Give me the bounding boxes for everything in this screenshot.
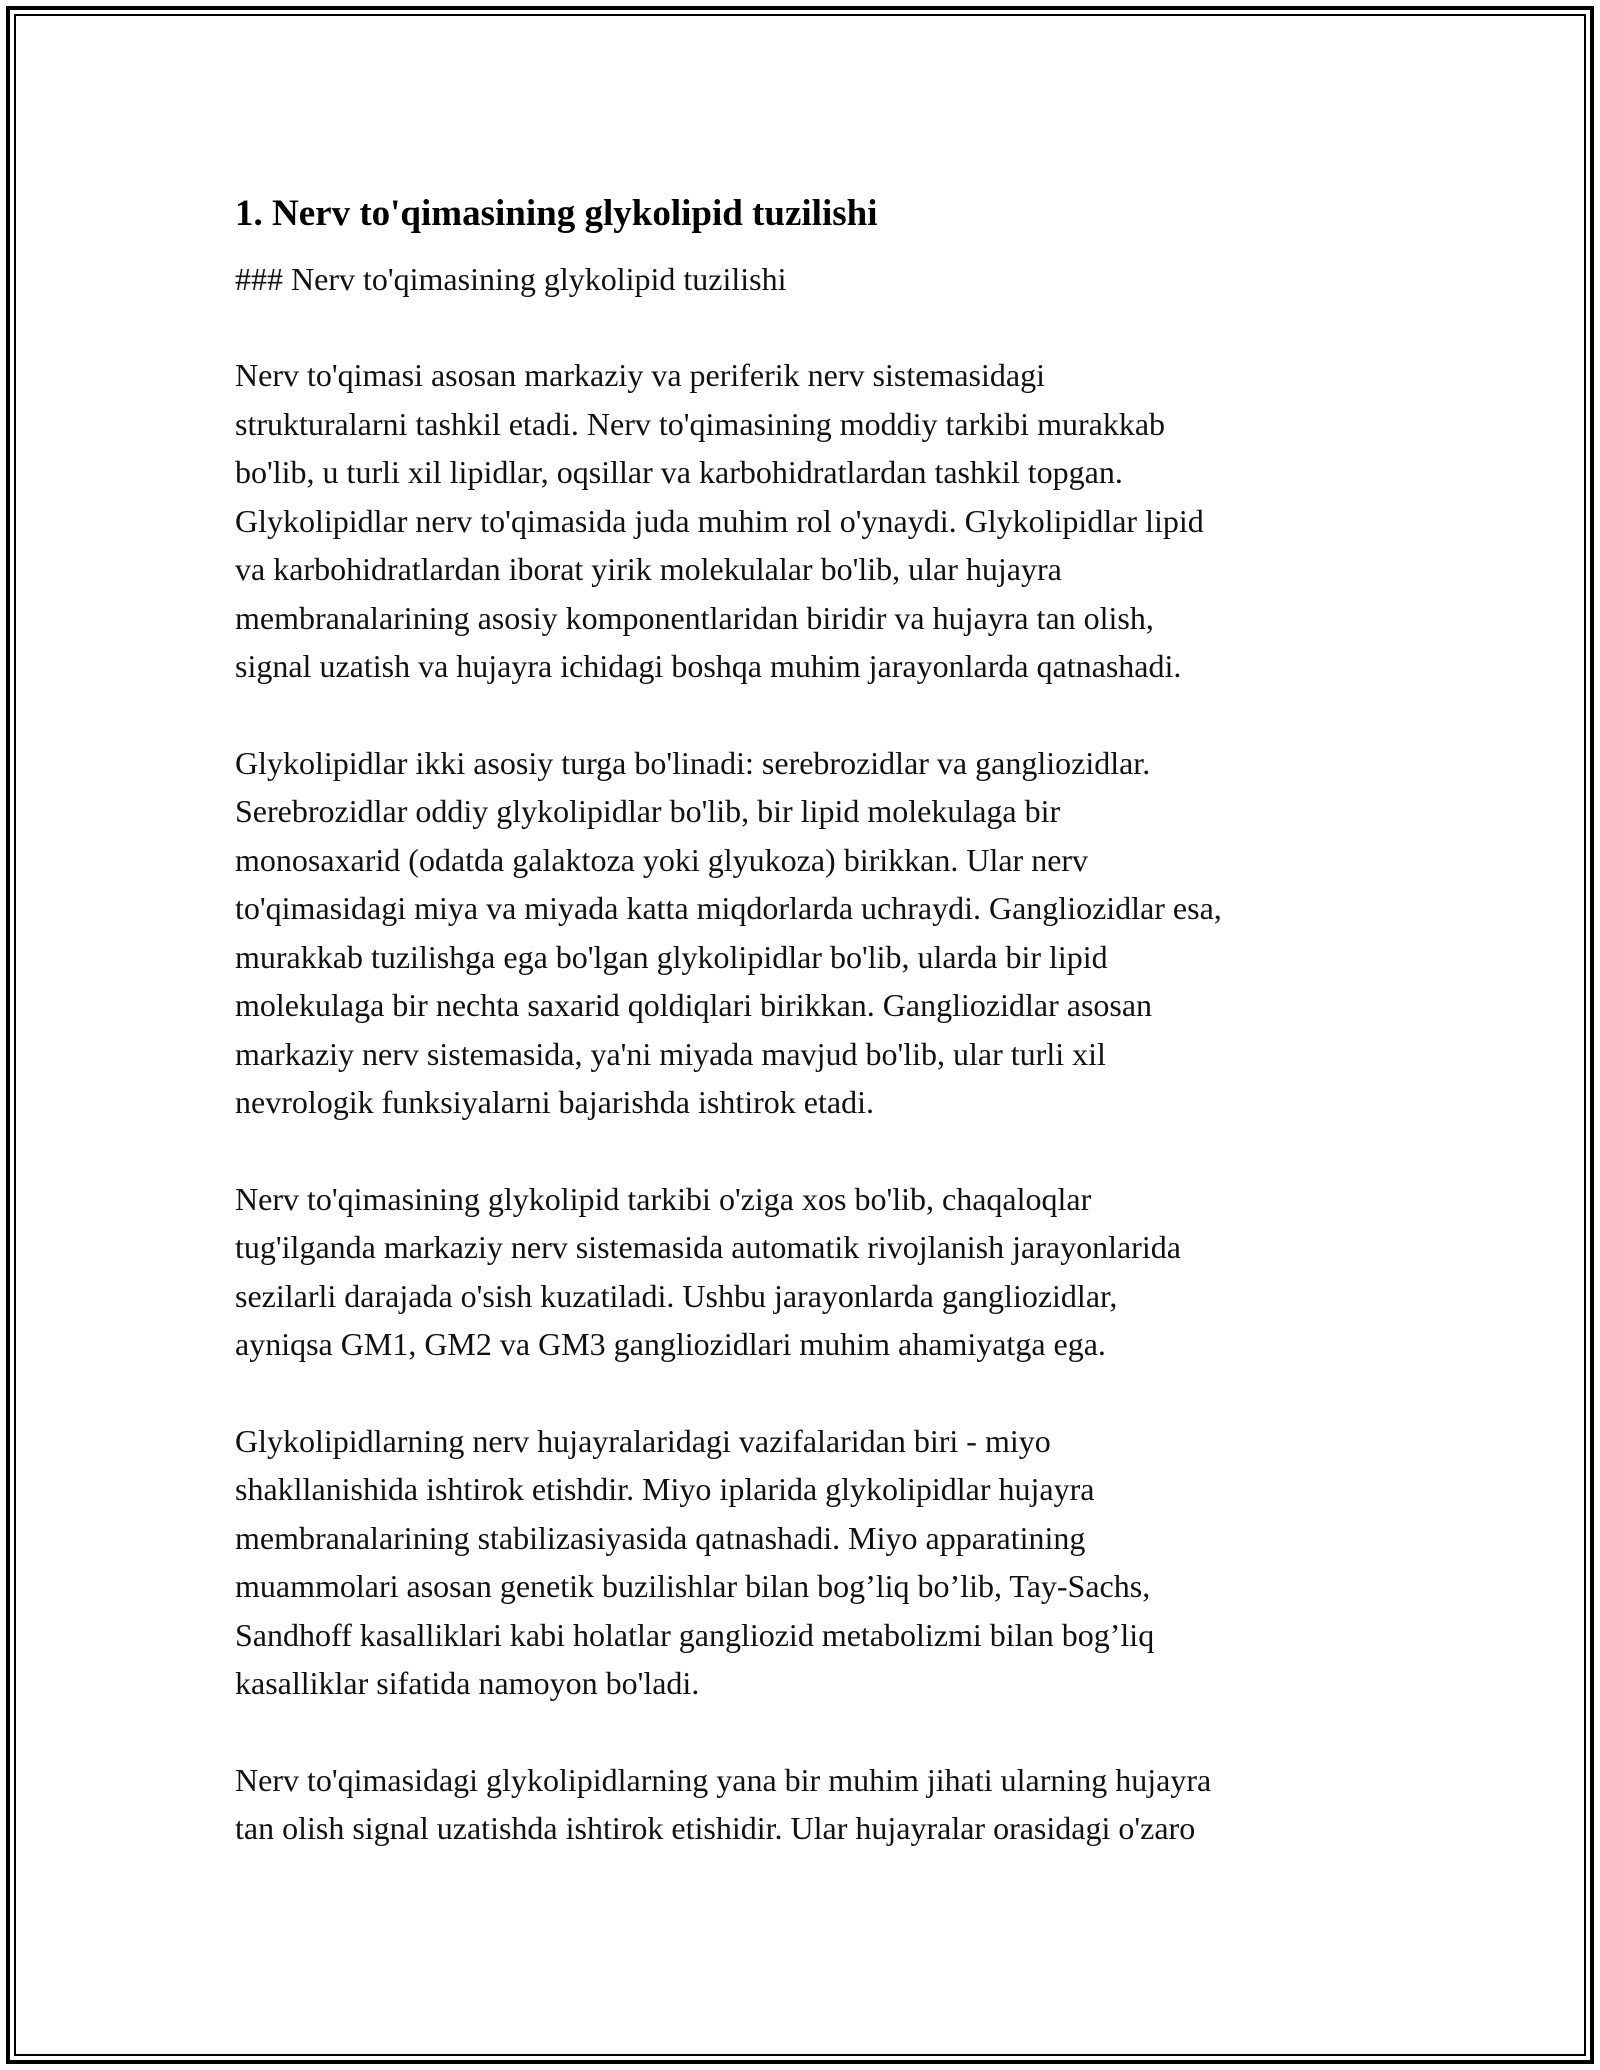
text-line: signal uzatish va hujayra ichidagi boshqa muhim jarayonlarda qatnashadi.: [235, 648, 1182, 684]
markdown-subheading: ### Nerv to'qimasining glykolipid tuzilishi: [235, 261, 787, 297]
text-line: bo'lib, u turli xil lipidlar, oqsillar va karbohidratlardan tashkil topgan.: [235, 454, 1123, 490]
text-line: monosaxarid (odatda galaktoza yoki glyukoza) birikkan. Ular nerv: [235, 841, 1089, 878]
document-body: [235, 186, 1395, 1853]
paragraph-1: [235, 351, 1395, 691]
text-line: Nerv to'qimasidagi glykolipidlarning yana bir muhim jihati ularning hujayra: [235, 1761, 1212, 1798]
text-line: tan olish signal uzatishda ishtirok etishidir. Ular hujayralar orasidagi o'zaro: [235, 1810, 1196, 1846]
text-line: strukturalarni tashkil etadi. Nerv to'qimasining moddiy tarkibi murakkab: [235, 405, 1166, 442]
paragraph-2: [235, 739, 1395, 1127]
text-line: Serebrozidlar oddiy glykolipidlar bo'lib, bir lipid molekulaga bir: [235, 793, 1061, 829]
text-line: Glykolipidlar ikki asosiy turga bo'linadi: serebrozidlar va gangliozidlar.: [235, 744, 1151, 781]
text-line: membranalarining asosiy komponentlaridan biridir va hujayra tan olish,: [235, 599, 1154, 636]
text-line: kasalliklar sifatida namoyon bo'ladi.: [235, 1665, 700, 1701]
paragraph-5: [235, 1756, 1395, 1853]
text-line: markaziy nerv sistemasida, ya'ni miyada mavjud bo'lib, ular turli xil: [235, 1035, 1106, 1072]
text-line: nevrologik funksiyalarni bajarishda ishtirok etadi.: [235, 1084, 874, 1120]
paragraph-4: [235, 1417, 1395, 1708]
text-line: muammolari asosan genetik buzilishlar bilan bog’liq bo’lib, Tay-Sachs,: [235, 1568, 1151, 1604]
text-line: Glykolipidlarning nerv hujayralaridagi vazifalaridan biri - miyo: [235, 1422, 1051, 1459]
text-line: shakllanishida ishtirok etishdir. Miyo iplarida glykolipidlar hujayra: [235, 1471, 1095, 1507]
text-line: ayniqsa GM1, GM2 va GM3 gangliozidlari muhim ahamiyatga ega.: [235, 1326, 1106, 1362]
document-title: 1. Nerv to'qimasining glykolipid tuzilishi: [235, 193, 878, 234]
text-line: Nerv to'qimasi asosan markaziy va periferik nerv sistemasidagi: [235, 357, 1045, 393]
text-line: Glykolipidlar nerv to'qimasida juda muhim rol o'ynaydi. Glykolipidlar lipid: [235, 502, 1204, 539]
text-line: molekulaga bir nechta saxarid qoldiqlari birikkan. Gangliozidlar asosan: [235, 987, 1153, 1023]
text-line: membranalarining stabilizasiyasida qatnashadi. Miyo apparatining: [235, 1519, 1086, 1556]
text-line: Sandhoff kasalliklari kabi holatlar gangliozid metabolizmi bilan bog’liq: [235, 1616, 1155, 1653]
text-line: va karbohidratlardan iborat yirik molekulalar bo'lib, ular hujayra: [235, 551, 1062, 587]
paragraph-3: [235, 1175, 1395, 1369]
text-line: murakkab tuzilishga ega bo'lgan glykolipidlar bo'lib, ularda bir lipid: [235, 938, 1108, 975]
text-line: sezilarli darajada o'sish kuzatiladi. Ushbu jarayonlarda gangliozidlar,: [235, 1277, 1118, 1314]
text-line: Nerv to'qimasining glykolipid tarkibi o'ziga xos bo'lib, chaqaloqlar: [235, 1180, 1092, 1217]
text-line: to'qimasidagi miya va miyada katta miqdorlarda uchraydi. Gangliozidlar esa,: [235, 890, 1222, 926]
text-line: tug'ilganda markaziy nerv sistemasida automatik rivojlanish jarayonlarida: [235, 1229, 1181, 1265]
